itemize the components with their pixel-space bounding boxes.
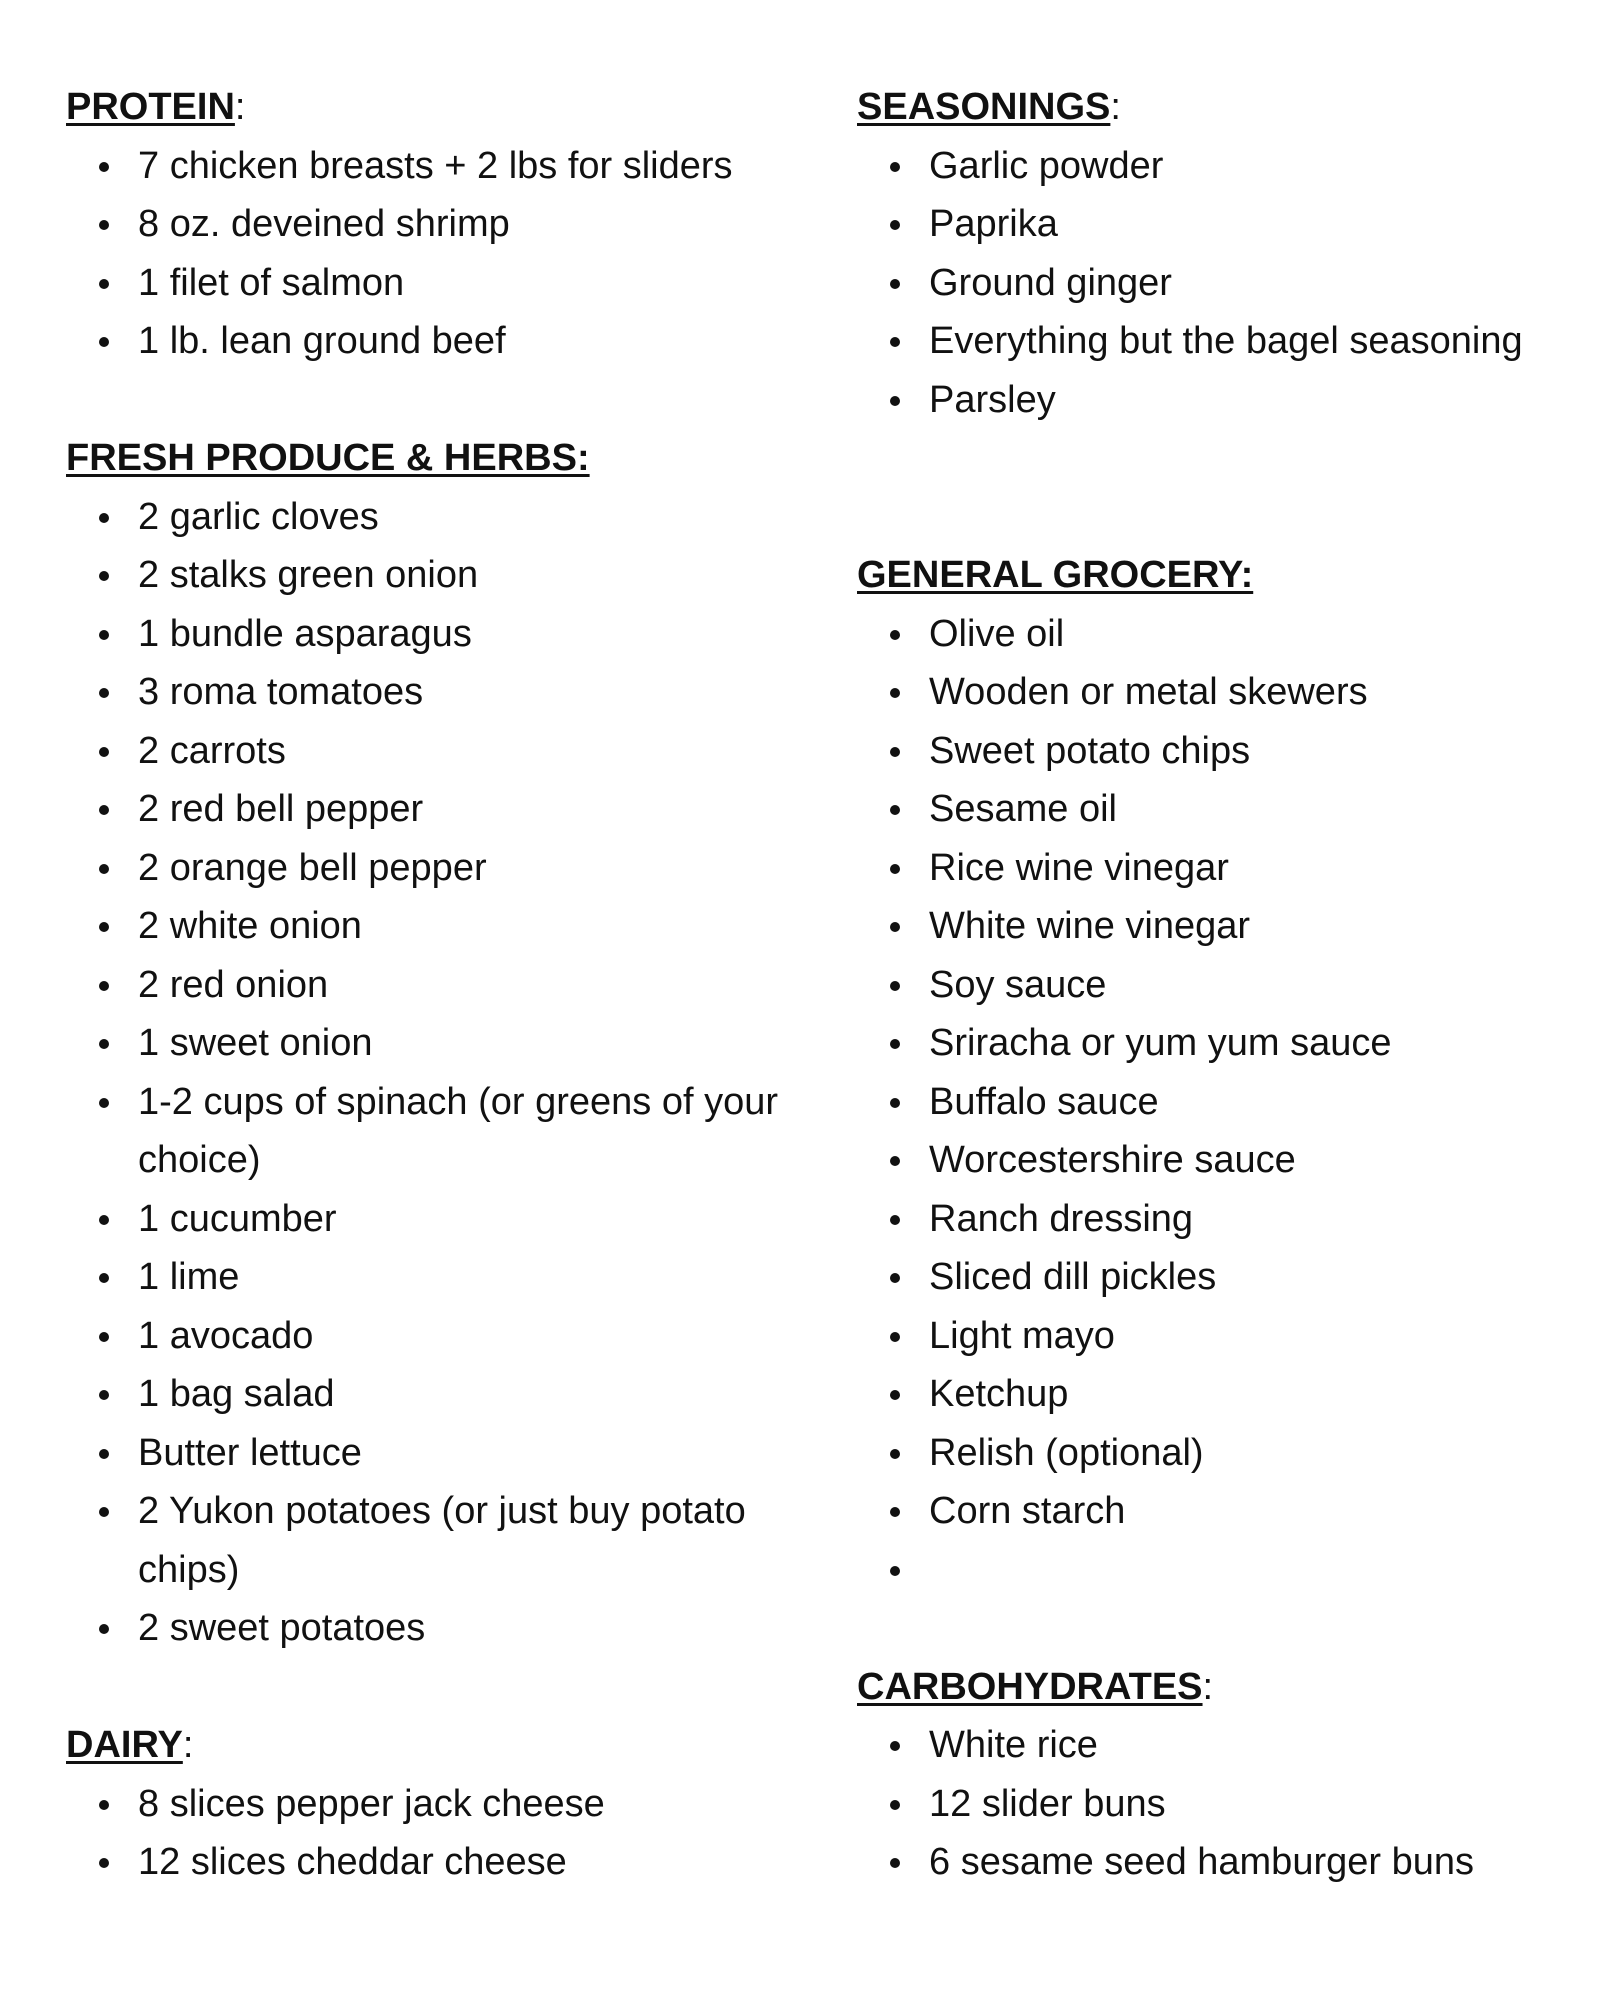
- list-item: 1 avocado: [66, 1307, 798, 1366]
- list-item: Ranch dressing: [857, 1190, 1597, 1249]
- list-item: Olive oil: [857, 605, 1597, 664]
- dairy-heading-text: DAIRY: [66, 1724, 183, 1766]
- list-item: 12 slider buns: [857, 1775, 1597, 1834]
- section-spacer: [857, 1599, 1597, 1658]
- list-item: 2 garlic cloves: [66, 488, 798, 547]
- list-item: Everything but the bagel seasoning: [857, 312, 1597, 371]
- list-item: Ketchup: [857, 1365, 1597, 1424]
- grocery-list: [857, 605, 1597, 1600]
- list-item: 2 carrots: [66, 722, 798, 781]
- list-item: 3 roma tomatoes: [66, 663, 798, 722]
- list-item: 2 white onion: [66, 897, 798, 956]
- list-item: Relish (optional): [857, 1424, 1597, 1483]
- dairy-list: [66, 1775, 866, 1892]
- list-item: 2 sweet potatoes: [66, 1599, 798, 1658]
- protein-heading-text: PROTEIN: [66, 86, 235, 128]
- list-item: 2 Yukon potatoes (or just buy potato chips): [66, 1482, 798, 1599]
- list-item: 2 orange bell pepper: [66, 839, 798, 898]
- protein-section: [66, 78, 866, 371]
- seasonings-heading-text: SEASONINGS: [857, 86, 1111, 128]
- list-item: 1 lb. lean ground beef: [66, 312, 798, 371]
- list-item: Ground ginger: [857, 254, 1597, 313]
- section-spacer: [66, 1658, 866, 1717]
- list-item: 1 sweet onion: [66, 1014, 798, 1073]
- seasonings-list: [857, 137, 1597, 430]
- list-item: Sriracha or yum yum sauce: [857, 1014, 1597, 1073]
- list-item: [857, 1541, 1597, 1600]
- right-column: [857, 78, 1597, 1892]
- seasonings-heading-colon: :: [1110, 86, 1121, 128]
- list-item: Garlic powder: [857, 137, 1597, 196]
- list-item: White rice: [857, 1716, 1597, 1775]
- seasonings-heading: [857, 78, 1597, 137]
- list-item: Wooden or metal skewers: [857, 663, 1597, 722]
- list-item: Sweet potato chips: [857, 722, 1597, 781]
- produce-heading: [66, 429, 866, 488]
- list-item: 1 filet of salmon: [66, 254, 798, 313]
- list-item: 8 slices pepper jack cheese: [66, 1775, 798, 1834]
- list-item: Sesame oil: [857, 780, 1597, 839]
- list-item: Sliced dill pickles: [857, 1248, 1597, 1307]
- list-item: 8 oz. deveined shrimp: [66, 195, 798, 254]
- seasonings-section: [857, 78, 1597, 429]
- list-item: Light mayo: [857, 1307, 1597, 1366]
- carbs-heading-colon: :: [1202, 1665, 1214, 1708]
- list-item: 7 chicken breasts + 2 lbs for sliders: [66, 137, 798, 196]
- list-item: Soy sauce: [857, 956, 1597, 1015]
- carbs-heading: [857, 1658, 1597, 1717]
- left-column: [66, 78, 866, 1892]
- protein-heading-colon: :: [234, 86, 246, 128]
- list-item: Buffalo sauce: [857, 1073, 1597, 1132]
- list-item: Corn starch: [857, 1482, 1597, 1541]
- protein-list: [66, 137, 866, 371]
- list-item: 1 lime: [66, 1248, 798, 1307]
- dairy-section: [66, 1716, 866, 1892]
- grocery-section: [857, 546, 1597, 1599]
- carbs-section: [857, 1658, 1597, 1892]
- list-item: 1-2 cups of spinach (or greens of your choice): [66, 1073, 798, 1190]
- list-item: Worcestershire sauce: [857, 1131, 1597, 1190]
- list-item: Butter lettuce: [66, 1424, 798, 1483]
- list-item: Paprika: [857, 195, 1597, 254]
- produce-list: [66, 488, 866, 1658]
- list-item: 12 slices cheddar cheese: [66, 1833, 798, 1892]
- grocery-heading: [857, 546, 1597, 605]
- list-item: 2 red onion: [66, 956, 798, 1015]
- carbs-heading-text: CARBOHYDRATES: [857, 1665, 1203, 1708]
- list-item: 1 cucumber: [66, 1190, 798, 1249]
- protein-heading: [66, 78, 866, 137]
- grocery-heading-text: GENERAL GROCERY:: [857, 554, 1254, 596]
- list-item: Rice wine vinegar: [857, 839, 1597, 898]
- list-item: 1 bundle asparagus: [66, 605, 798, 664]
- list-item: Parsley: [857, 371, 1597, 430]
- dairy-heading: [66, 1716, 866, 1775]
- list-item: 1 bag salad: [66, 1365, 798, 1424]
- carbs-list: [857, 1716, 1597, 1892]
- produce-section: [66, 429, 866, 1658]
- section-spacer: [857, 429, 1597, 546]
- list-item: 6 sesame seed hamburger buns: [857, 1833, 1597, 1892]
- list-item: White wine vinegar: [857, 897, 1597, 956]
- section-spacer: [66, 371, 866, 430]
- list-item: 2 red bell pepper: [66, 780, 798, 839]
- dairy-heading-colon: :: [182, 1724, 194, 1766]
- list-item: 2 stalks green onion: [66, 546, 798, 605]
- produce-heading-text: FRESH PRODUCE & HERBS:: [66, 437, 590, 479]
